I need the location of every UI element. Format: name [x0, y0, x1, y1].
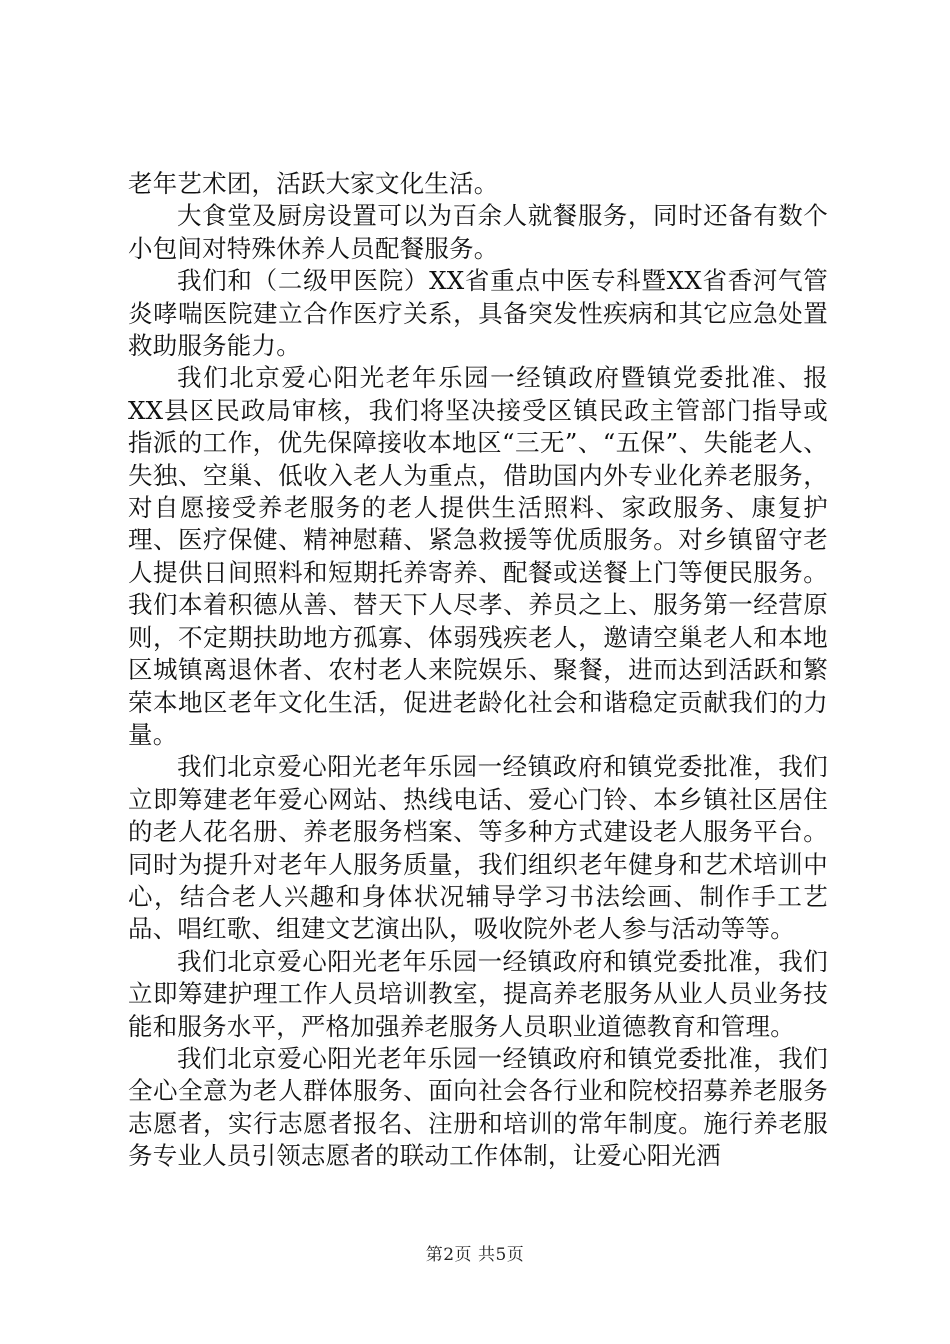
paragraph-5: 我们北京爱心阳光老年乐园一经镇政府和镇党委批准，我们立即筹建老年爱心网站、热线电话、爱心门铃、本乡镇社区居住的老人花名册、养老服务档案、等多种方式建设老人服务平台。同时为提升对老年人服务质量，我们组织老年健身和艺术培训中心，结合老人兴趣和身体状况辅导学习书法绘画、制作手工艺品、唱红歌、组建文艺演出队，吸收院外老人参与活动等等。 [128, 752, 828, 944]
paragraph-7: 我们北京爱心阳光老年乐园一经镇政府和镇党委批准，我们全心全意为老人群体服务、面向社会各行业和院校招募养老服务志愿者，实行志愿者报名、注册和培训的常年制度。施行养老服务专业人员引领志愿者的联动工作体制，让爱心阳光洒 [128, 1043, 828, 1171]
paragraph-1: 老年艺术团，活跃大家文化生活。 [128, 169, 499, 198]
page-number-footer: 第2页 共5页 [425, 1245, 525, 1265]
paragraph-6: 我们北京爱心阳光老年乐园一经镇政府和镇党委批准，我们立即筹建护理工作人员培训教室，提高养老服务从业人员业务技能和服务水平，严格加强养老服务人员职业道德教育和管理。 [128, 946, 828, 1041]
paragraph-3: 我们和（二级甲医院）XX省重点中医专科暨XX省香河气管炎哮喘医院建立合作医疗关系，具备突发性疾病和其它应急处置救助服务能力。 [128, 266, 828, 361]
paragraph-4: 我们北京爱心阳光老年乐园一经镇政府暨镇党委批准、报XX县区民政局审核，我们将坚决接受区镇民政主管部门指导或指派的工作，优先保障接收本地区“三无”、“五保”、失能老人、失独、空巢、低收入老人为重点，借助国内外专业化养老服务，对自愿接受养老服务的老人提供生活照料、家政服务、康复护理、医疗保健、精神慰藉、紧急救援等优质服务。对乡镇留守老人提供日间照料和短期托养寄养、配餐或送餐上门等便民服务。我们本着积德从善、替天下人尽孝、养员之上、服务第一经营原则，不定期扶助地方孤寡、体弱残疾老人，邀请空巢老人和本地区城镇离退休者、农村老人来院娱乐、聚餐，进而达到活跃和繁荣本地区老年文化生活，促进老龄化社会和谐稳定贡献我们的力量。 [128, 363, 828, 749]
document-body [128, 168, 828, 1173]
paragraph-2: 大食堂及厨房设置可以为百余人就餐服务，同时还备有数个小包间对特殊休养人员配餐服务。 [128, 201, 828, 263]
